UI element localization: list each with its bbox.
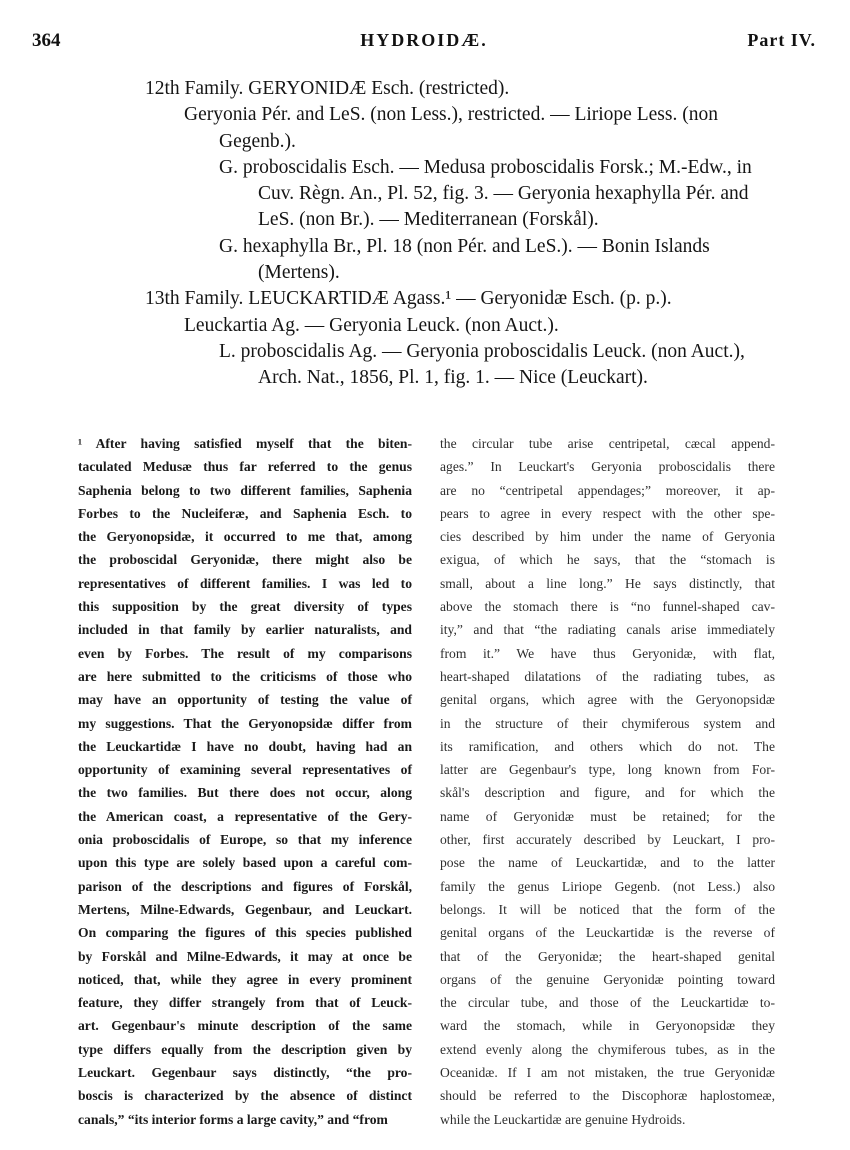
footnote-line: latter are Gegenbaur's type, long known from For- [440, 762, 775, 778]
taxonomy-line: (Mertens). [258, 262, 340, 284]
footnote-line: small, about a line long.” He says distinctly, that [440, 575, 775, 591]
footnote-line: Saphenia belong to two different families, Saphenia [78, 482, 412, 498]
footnote-line: art. Gegenbaur's minute description of the same [78, 1018, 412, 1034]
taxonomy-line: Cuv. Règn. An., Pl. 52, fig. 3. — Geryonia hexaphylla Pér. and [258, 183, 749, 205]
taxonomy-list [0, 76, 850, 392]
footnote-line: exigua, of which he says, that the “stomach is [440, 552, 775, 568]
footnote-line: opportunity of examining several representatives of [78, 762, 412, 778]
footnote-line: by Forskål and Milne-Edwards, it may at once be [78, 948, 412, 964]
taxonomy-line: LeS. (non Br.). — Mediterranean (Forskål). [258, 209, 599, 231]
footnote-left-column [78, 432, 412, 1131]
footnote-line: this supposition by the great diversity of types [78, 599, 412, 615]
footnote-line: the American coast, a representative of the Gery- [78, 808, 412, 824]
footnote-line: included in that family by earlier naturalists, and [78, 622, 412, 638]
footnote-line: pose the name of Leuckartidæ, and to the latter [440, 855, 775, 871]
footnote-line: canals,” “its interior forms a large cavity,” and “from [78, 1111, 388, 1127]
footnote-line: skål's description and figure, and for which the [440, 785, 775, 801]
taxonomy-line: L. proboscidalis Ag. — Geryonia proboscidalis Leuck. (non Auct.), [219, 340, 745, 362]
footnote-line: the Geryonopsidæ, it occurred to me that, among [78, 529, 412, 545]
footnote-line: organs of the genuine Geryonidæ pointing toward [440, 971, 775, 987]
footnote-line: ages.” In Leuckart's Geryonia proboscidalis there [440, 459, 775, 475]
footnote-line: the circular tube arise centripetal, cæcal append- [440, 436, 775, 451]
running-title: HYDROIDÆ. [360, 30, 488, 50]
footnote-right-column [440, 432, 775, 1131]
footnote-line: representatives of different families. I was led to [78, 575, 412, 591]
footnote-line: type differs equally from the description given by [78, 1041, 412, 1057]
footnote-line: ity,” and that “the radiating canals arise immediately [440, 622, 775, 638]
footnote-line: other, first accurately described by Leuckart, I pro- [440, 832, 775, 848]
footnote-line: are here submitted to the criticisms of those who [78, 668, 412, 684]
footnote-line: above the stomach there is “no funnel-shaped cav- [440, 599, 775, 615]
footnote-line: while the Leuckartidæ are genuine Hydroids. [440, 1111, 686, 1127]
footnote-line: extend evenly along the chymiferous tubes, as in the [440, 1041, 775, 1057]
footnote-line: boscis is characterized by the absence of distinct [78, 1088, 412, 1104]
footnote-line: the two families. But there does not occur, along [78, 785, 412, 801]
footnote-line: On comparing the figures of this species published [78, 925, 412, 941]
footnote-line: ward the stomach, while in Geryonopsidæ they [440, 1018, 775, 1034]
taxonomy-line: G. proboscidalis Esch. — Medusa proboscidalis Forsk.; M.-Edw., in [219, 156, 752, 178]
footnote-line: my suggestions. That the Geryonopsidæ differ from [78, 715, 412, 731]
footnote-line: family the genus Liriope Gegenb. (not Less.) also [440, 878, 775, 894]
part-label: Part IV. [747, 30, 816, 50]
footnote-line: even by Forbes. The result of my comparisons [78, 645, 412, 661]
footnote-line: may have an opportunity of testing the value of [78, 692, 412, 708]
footnote-line: heart-shaped dilatations of the radiating tubes, as [440, 668, 775, 684]
footnote-line: ¹ After having satisfied myself that the biten- [78, 436, 412, 451]
taxonomy-line: G. hexaphylla Br., Pl. 18 (non Pér. and LeS.). — Bonin Islands [219, 235, 710, 257]
footnote-line: the Leuckartidæ I have no doubt, having had an [78, 738, 412, 754]
footnote-line: Forbes to the Nucleiferæ, and Saphenia Esch. to [78, 505, 412, 521]
footnote-line: pears to agree in every respect with the other spe- [440, 505, 775, 521]
taxonomy-line: Geryonia Pér. and LeS. (non Less.), restricted. — Liriope Less. (non [184, 104, 718, 126]
page-header [32, 30, 816, 54]
footnote-line: from it.” We have thus Geryonidæ, with flat, [440, 645, 775, 661]
footnote-line: belongs. It will be noticed that the form of the [440, 901, 775, 917]
footnote-line: noticed, that, while they agree in every prominent [78, 971, 412, 987]
footnote-line: genital organs, which agree with the Geryonopsidæ [440, 692, 775, 708]
taxonomy-line: Arch. Nat., 1856, Pl. 1, fig. 1. — Nice (Leuckart). [258, 367, 648, 389]
footnote-line: upon this type are solely based upon a careful com- [78, 855, 412, 871]
footnote-line: taculated Medusæ thus far referred to the genus [78, 459, 412, 475]
taxonomy-line: 12th Family. GERYONIDÆ Esch. (restricted). [145, 78, 510, 99]
footnote-line: are no “centripetal appendages;” moreover, it ap- [440, 482, 775, 498]
footnote-line: genital organs of the Leuckartidæ is the reverse of [440, 925, 775, 941]
taxonomy-line: 13th Family. LEUCKARTIDÆ Agass.¹ — Geryonidæ Esch. (p. p.). [145, 288, 672, 310]
taxonomy-line: Gegenb.). [219, 130, 296, 152]
footnote-line: its ramification, and others which do not. The [440, 738, 775, 754]
footnote-line: should be referred to the Discophoræ haplostomeæ, [440, 1088, 775, 1104]
page-number: 364 [32, 30, 61, 51]
taxonomy-line: Leuckartia Ag. — Geryonia Leuck. (non Auct.). [184, 314, 559, 336]
footnote-line: feature, they differ strangely from that of Leuck- [78, 995, 412, 1011]
footnote-line: Oceanidæ. If I am not mistaken, the true Geryonidæ [440, 1065, 775, 1081]
footnote-line: parison of the descriptions and figures of Forskål, [78, 878, 412, 894]
footnote-line: Mertens, Milne-Edwards, Gegenbaur, and Leuckart. [78, 901, 412, 917]
footnote-line: cies described by him under the name of Geryonia [440, 529, 775, 545]
footnote-line: onia proboscidalis of Europe, so that my inference [78, 832, 412, 848]
footnote-line: name of Geryonidæ must be retained; for the [440, 808, 775, 824]
footnote-line: the proboscidal Geryonidæ, there might also be [78, 552, 412, 568]
footnote-line: Leuckart. Gegenbaur says distinctly, “the pro- [78, 1065, 412, 1081]
footnote-line: that of the Geryonidæ; the heart-shaped genital [440, 948, 775, 964]
footnote-line: the circular tube, and those of the Leuckartidæ to- [440, 995, 775, 1011]
footnote-line: in the structure of their chymiferous system and [440, 715, 775, 731]
